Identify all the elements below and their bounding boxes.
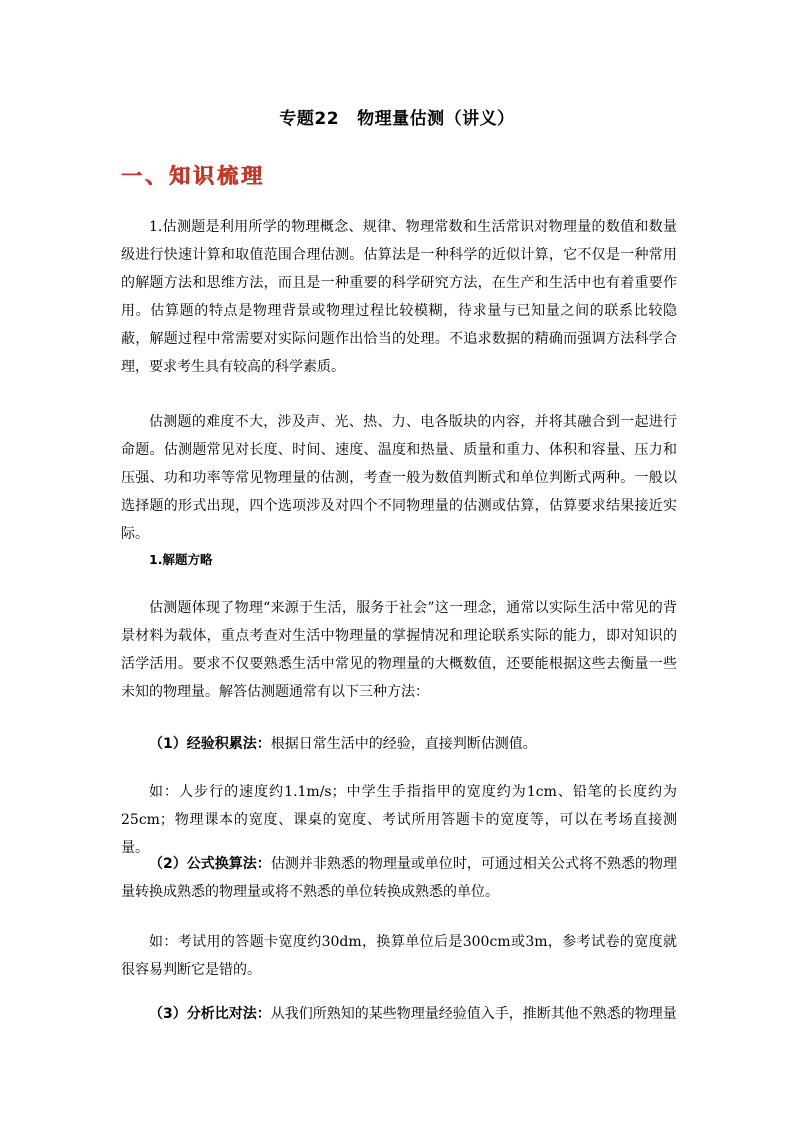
method-label: （3）分析比对法： (149, 1006, 271, 1022)
method-text: 从我们所熟知的某些物理量经验值入手，推断其他不熟悉的物理量 (270, 1006, 677, 1022)
method-comparison (121, 1000, 677, 1028)
paragraph-difficulty (121, 408, 677, 548)
title-topic-name: 物理量估测（讲义） (357, 109, 515, 129)
paragraph-text: 估测题体现了物理“来源于生活，服务于社会”这一理念，通常以实际生活中常见的背景材料为载体，重点考查对生活中物理量的掌握情况和理论联系实际的能力，即对知识的活学活用。要求不仅要熟悉生活中常见的物理量的大概数值，还要能根据这些去衡量一些未知的物理量。解答估测题通常有以下三种方法： (121, 600, 677, 700)
paragraph-example-2 (121, 928, 677, 984)
method-label: （2）公式换算法： (149, 856, 271, 872)
paragraph-text: 1.估测题是利用所学的物理概念、规律、物理常数和生活常识对物理量的数值和数量级进行快速计算和取值范围合理估测。估算法是一种科学的近似计算，它不仅是一种常用的解题方法和思维方法，而且是一种重要的科学研究方法，在生产和生活中也有着重要作用。估算题的特点是物理背景或物理过程比较模糊，待求量与已知量之间的联系比较隐蔽，解题过程中常需要对实际问题作出恰当的处理。不追求数据的精确而强调方法科学合理，要求考生具有较高的科学素质。 (121, 219, 677, 375)
section-heading: 一、知识梳理 (121, 164, 265, 188)
subheading-strategy (121, 546, 677, 574)
method-formula (121, 850, 677, 906)
paragraph-strategy (121, 594, 677, 706)
title-topic-number: 专题22 (279, 109, 340, 129)
page-title (0, 104, 794, 129)
method-text: 估测并非熟悉的物理量或单位时，可通过相关公式将不熟悉的物理量转换成熟悉的物理量或将不熟悉的单位转换成熟悉的单位。 (121, 856, 678, 900)
paragraph-text: 如：考试用的答题卡宽度约30dm，换算单位后是300cm或3m，参考试卷的宽度就很容易判断它是错的。 (121, 934, 677, 978)
paragraph-text: 估测题的难度不大，涉及声、光、热、力、电各版块的内容，并将其融合到一起进行命题。估测题常见对长度、时间、速度、温度和热量、质量和重力、体积和容量、压力和压强、功和功率等常见物理量的估测，考查一般为数值判断式和单位判断式两种。一般以选择题的形式出现，四个选项涉及对四个不同物理量的估测或估算，估算要求结果接近实际。 (121, 414, 677, 542)
paragraph-text: 如：人步行的速度约1.1m/s；中学生手指指甲的宽度约为1cm、铅笔的长度约为25cm；物理课本的宽度、课桌的宽度、考试所用答题卡的宽度等，可以在考场直接测量。 (121, 784, 677, 856)
method-experience (121, 730, 677, 758)
subheading-text: 1.解题方略 (149, 552, 213, 567)
method-label: （1）经验积累法： (149, 736, 271, 752)
method-text: 根据日常生活中的经验，直接判断估测值。 (270, 736, 537, 752)
paragraph-intro (121, 213, 677, 381)
